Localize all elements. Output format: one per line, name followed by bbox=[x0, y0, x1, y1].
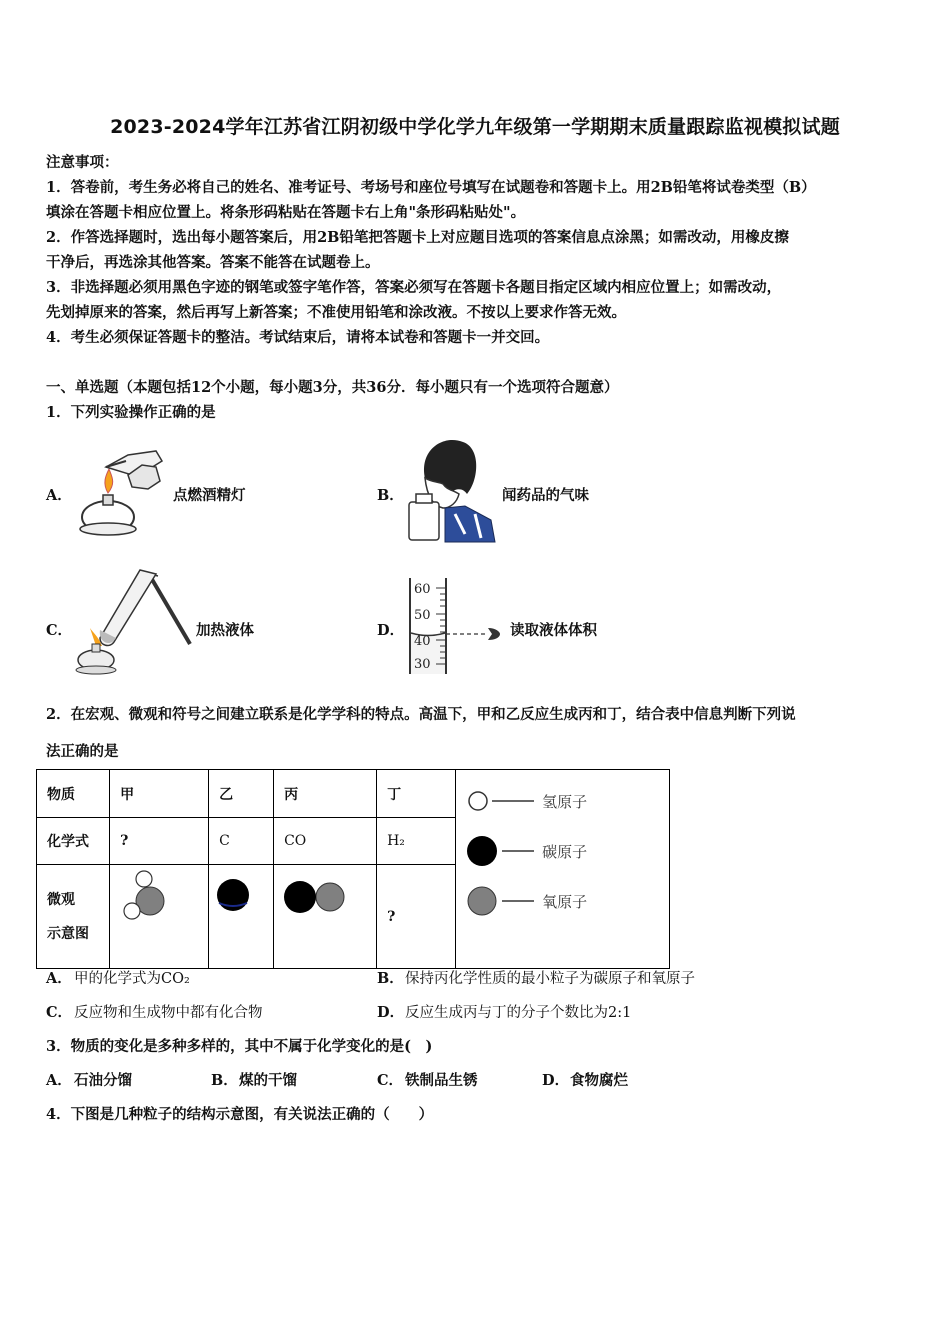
notice-line: 1．答卷前，考生务必将自己的姓名、准考证号、考场号和座位号填写在试题卷和答题卡上。用2B铅笔将试卷类型（B） bbox=[46, 179, 816, 196]
legend-hydrogen bbox=[466, 776, 669, 826]
q2-option-a-label: A． bbox=[46, 970, 72, 987]
q1-option-a-label: A． bbox=[46, 487, 72, 504]
q3-option-b-text: 煤的干馏 bbox=[239, 1072, 297, 1089]
table-header-ding: 丁 bbox=[377, 770, 456, 818]
table-header-yi: 乙 bbox=[209, 770, 274, 818]
table-row-label-formula: 化学式 bbox=[37, 818, 110, 865]
carbon-atom-icon bbox=[209, 865, 273, 964]
cylinder-tick-label: 40 bbox=[414, 634, 431, 649]
page-title: 2023-2024学年江苏省江阴初级中学化学九年级第一学期期末质量跟踪监视模拟试题 bbox=[110, 116, 840, 138]
formula-jia: ? bbox=[110, 818, 209, 865]
micro-label-line2: 示意图 bbox=[47, 925, 89, 942]
section-heading: 一、单选题（本题包括12个小题，每小题3分，共36分．每小题只有一个选项符合题意） bbox=[46, 379, 619, 396]
q1-option-c-label: C． bbox=[46, 622, 73, 639]
q3-option-d-label: D． bbox=[542, 1072, 570, 1089]
table-header-substance: 物质 bbox=[37, 770, 110, 818]
legend-label: 氢原子 bbox=[542, 792, 588, 811]
question-2-stem-cont: 法正确的是 bbox=[46, 743, 119, 760]
micro-jia bbox=[110, 865, 209, 969]
table-header-jia: 甲 bbox=[110, 770, 209, 818]
question-3-stem: 3．物质的变化是多种多样的，其中不属于化学变化的是( ) bbox=[46, 1038, 433, 1055]
q1-option-a-text: 点燃酒精灯 bbox=[173, 487, 246, 504]
heating-liquid-icon bbox=[74, 568, 194, 678]
cylinder-tick-label: 50 bbox=[414, 608, 431, 623]
notice-line: 先划掉原来的答案，然后再写上新答案；不准使用铅笔和涂改液。不按以上要求作答无效。 bbox=[46, 304, 626, 321]
smelling-chemical-icon bbox=[405, 434, 497, 544]
table-header-bing: 丙 bbox=[274, 770, 377, 818]
question-4-stem: 4．下图是几种粒子的结构示意图，有关说法正确的（ ） bbox=[46, 1106, 434, 1123]
oxygen-atom-icon bbox=[466, 884, 538, 918]
carbon-atom-icon bbox=[466, 834, 538, 868]
alcohol-lamp-lighting-icon bbox=[76, 447, 168, 545]
notice-line: 4．考生必须保证答题卡的整洁。考试结束后，请将本试卷和答题卡一并交回。 bbox=[46, 329, 550, 346]
question-1-stem: 1．下列实验操作正确的是 bbox=[46, 404, 216, 421]
q1-option-c-text: 加热液体 bbox=[196, 622, 254, 639]
q2-option-b-label: B． bbox=[377, 970, 404, 987]
question-2-stem: 2．在宏观、微观和符号之间建立联系是化学学科的特点。高温下，甲和乙反应生成丙和丁，结合表中信息判断下列说 bbox=[46, 706, 796, 723]
notice-line: 干净后，再选涂其他答案。答案不能答在试题卷上。 bbox=[46, 254, 380, 271]
q2-option-a-text: 甲的化学式为CO₂ bbox=[74, 971, 190, 987]
q3-option-a-text: 石油分馏 bbox=[74, 1072, 132, 1089]
substance-table bbox=[36, 769, 670, 969]
table-row-label-micro bbox=[37, 865, 110, 969]
legend-carbon bbox=[466, 826, 669, 876]
formula-bing: CO bbox=[274, 818, 377, 865]
q3-option-c-text: 铁制品生锈 bbox=[405, 1072, 478, 1089]
legend-oxygen bbox=[466, 876, 669, 926]
q1-option-d-text: 读取液体体积 bbox=[510, 622, 597, 639]
q1-option-d-label: D． bbox=[377, 622, 405, 639]
notice-line: 2．作答选择题时，选出每小题答案后，用2B铅笔把答题卡上对应题目选项的答案信息点涂黑；如需改动，用橡皮擦 bbox=[46, 229, 789, 246]
carbon-monoxide-molecule-icon bbox=[274, 865, 376, 964]
q3-option-d-text: 食物腐烂 bbox=[570, 1072, 628, 1089]
q3-option-c-label: C． bbox=[377, 1072, 404, 1089]
q2-option-b-text: 保持丙化学性质的最小粒子为碳原子和氧原子 bbox=[405, 971, 695, 987]
cylinder-tick-label: 60 bbox=[414, 582, 431, 597]
q3-option-b-label: B． bbox=[211, 1072, 238, 1089]
q2-option-c-label: C． bbox=[46, 1004, 73, 1021]
micro-bing bbox=[274, 865, 377, 969]
cylinder-tick-label: 30 bbox=[414, 657, 431, 672]
formula-yi: C bbox=[209, 818, 274, 865]
notice-line: 填涂在答题卡相应位置上。将条形码粘贴在答题卡右上角"条形码粘贴处"。 bbox=[46, 204, 526, 221]
water-molecule-icon bbox=[110, 865, 208, 964]
q2-option-c-text: 反应物和生成物中都有化合物 bbox=[74, 1005, 263, 1021]
q3-option-a-label: A． bbox=[46, 1072, 72, 1089]
hydrogen-atom-icon bbox=[466, 789, 538, 813]
formula-ding: H₂ bbox=[377, 818, 456, 865]
q2-option-d-text: 反应生成丙与丁的分子个数比为2:1 bbox=[405, 1005, 632, 1021]
legend-label: 氧原子 bbox=[542, 892, 588, 911]
micro-ding-unknown: ? bbox=[377, 865, 456, 969]
legend-label: 碳原子 bbox=[542, 842, 588, 861]
notice-line: 3．非选择题必须用黑色字迹的钢笔或签字笔作答，答案必须写在答题卡各题目指定区域内相应位置上；如需改动， bbox=[46, 279, 782, 296]
micro-yi bbox=[209, 865, 274, 969]
micro-label-line1: 微观 bbox=[47, 891, 75, 908]
graduated-cylinder-icon bbox=[404, 576, 512, 676]
q2-option-d-label: D． bbox=[377, 1004, 405, 1021]
atom-legend bbox=[456, 770, 670, 969]
q1-option-b-label: B． bbox=[377, 487, 404, 504]
notice-heading: 注意事项： bbox=[46, 154, 119, 171]
q1-option-b-text: 闻药品的气味 bbox=[502, 487, 589, 504]
